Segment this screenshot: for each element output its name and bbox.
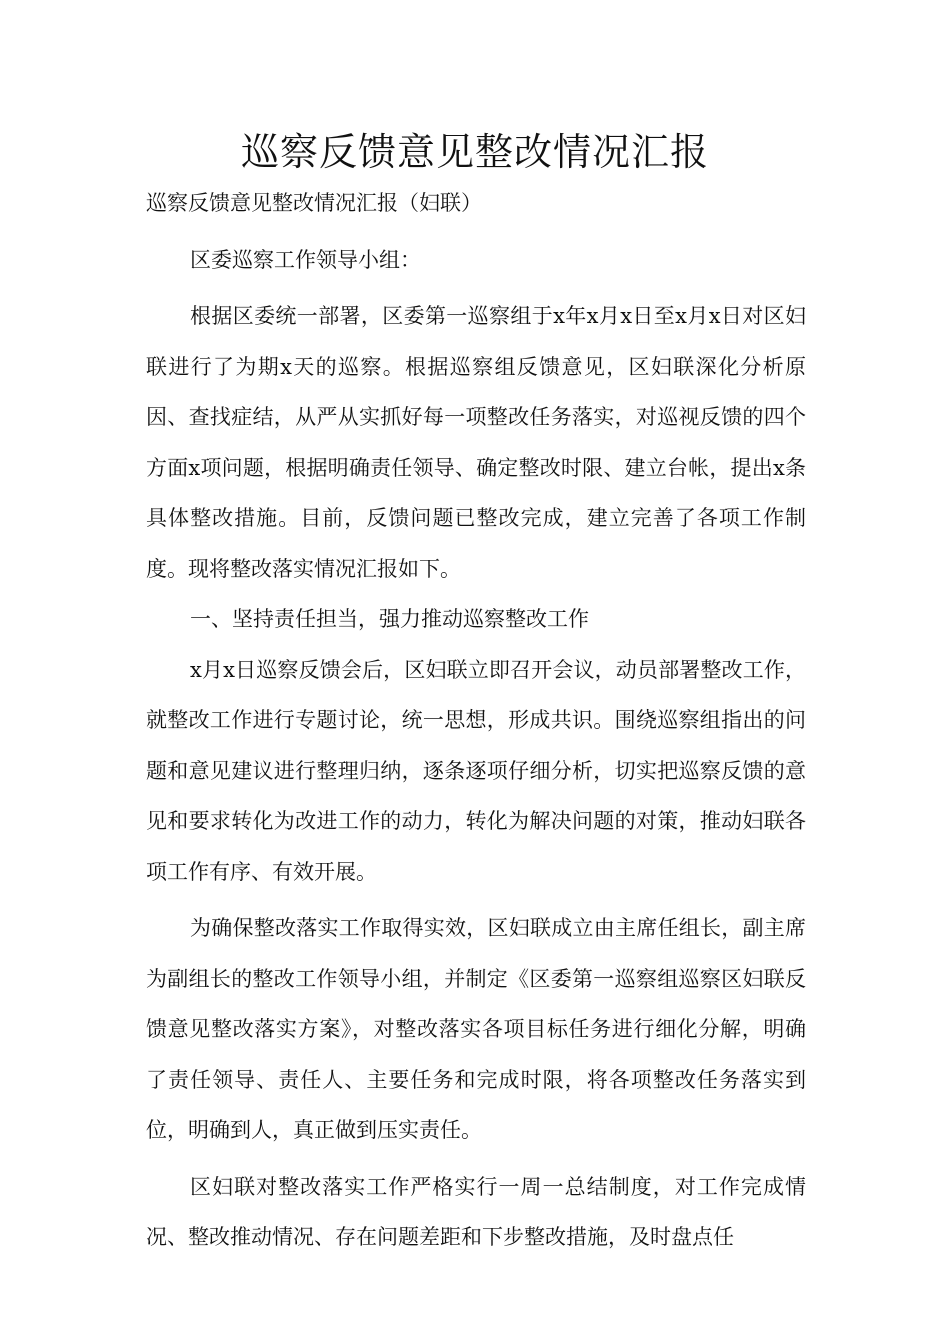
addressee-line: 区委巡察工作领导小组： xyxy=(190,247,421,272)
paragraph-intro: 根据区委统一部署，区委第一巡察组于x年x月x日至x月x日对区妇联进行了为期x天的巡察。根据巡察组反馈意见，区妇联深化分析原因、查找症结，从严从实抓好每一项整改任务落实，对巡视反馈的四个方面x项问题，根据明确责任领导、确定整改时限、建立台帐，提出x条具体整改措施。目前，反馈问题已整改完成，建立完善了各项工作制度。现将整改落实情况汇报如下。 xyxy=(146,304,806,581)
document-subtitle: 巡察反馈意见整改情况汇报（妇联） xyxy=(146,191,482,215)
document-body xyxy=(146,178,806,1263)
section-heading-1: 一、坚持责任担当，强力推动巡察整改工作 xyxy=(190,607,589,631)
paragraph-body-2: 为确保整改落实工作取得实效，区妇联成立由主席任组长，副主席为副组长的整改工作领导小组，并制定《区委第一巡察组巡察区妇联反馈意见整改落实方案》，对整改落实各项目标任务进行细化分解，明确了责任领导、责任人、主要任务和完成时限，将各项整改任务落实到位，明确到人，真正做到压实责任。 xyxy=(146,916,806,1142)
paragraph-body-1: x月x日巡察反馈会后，区妇联立即召开会议，动员部署整改工作，就整改工作进行专题讨论，统一思想，形成共识。围绕巡察组指出的问题和意见建议进行整理归纳，逐条逐项仔细分析，切实把巡察反馈的意见和要求转化为改进工作的动力，转化为解决问题的对策，推动妇联各项工作有序、有效开展。 xyxy=(146,657,806,884)
document-title: 巡察反馈意见整改情况汇报 xyxy=(240,130,709,174)
paragraph-body-3: 区妇联对整改落实工作严格实行一周一总结制度，对工作完成情况、整改推动情况、存在问题差距和下步整改措施，及时盘点任 xyxy=(146,1174,806,1249)
